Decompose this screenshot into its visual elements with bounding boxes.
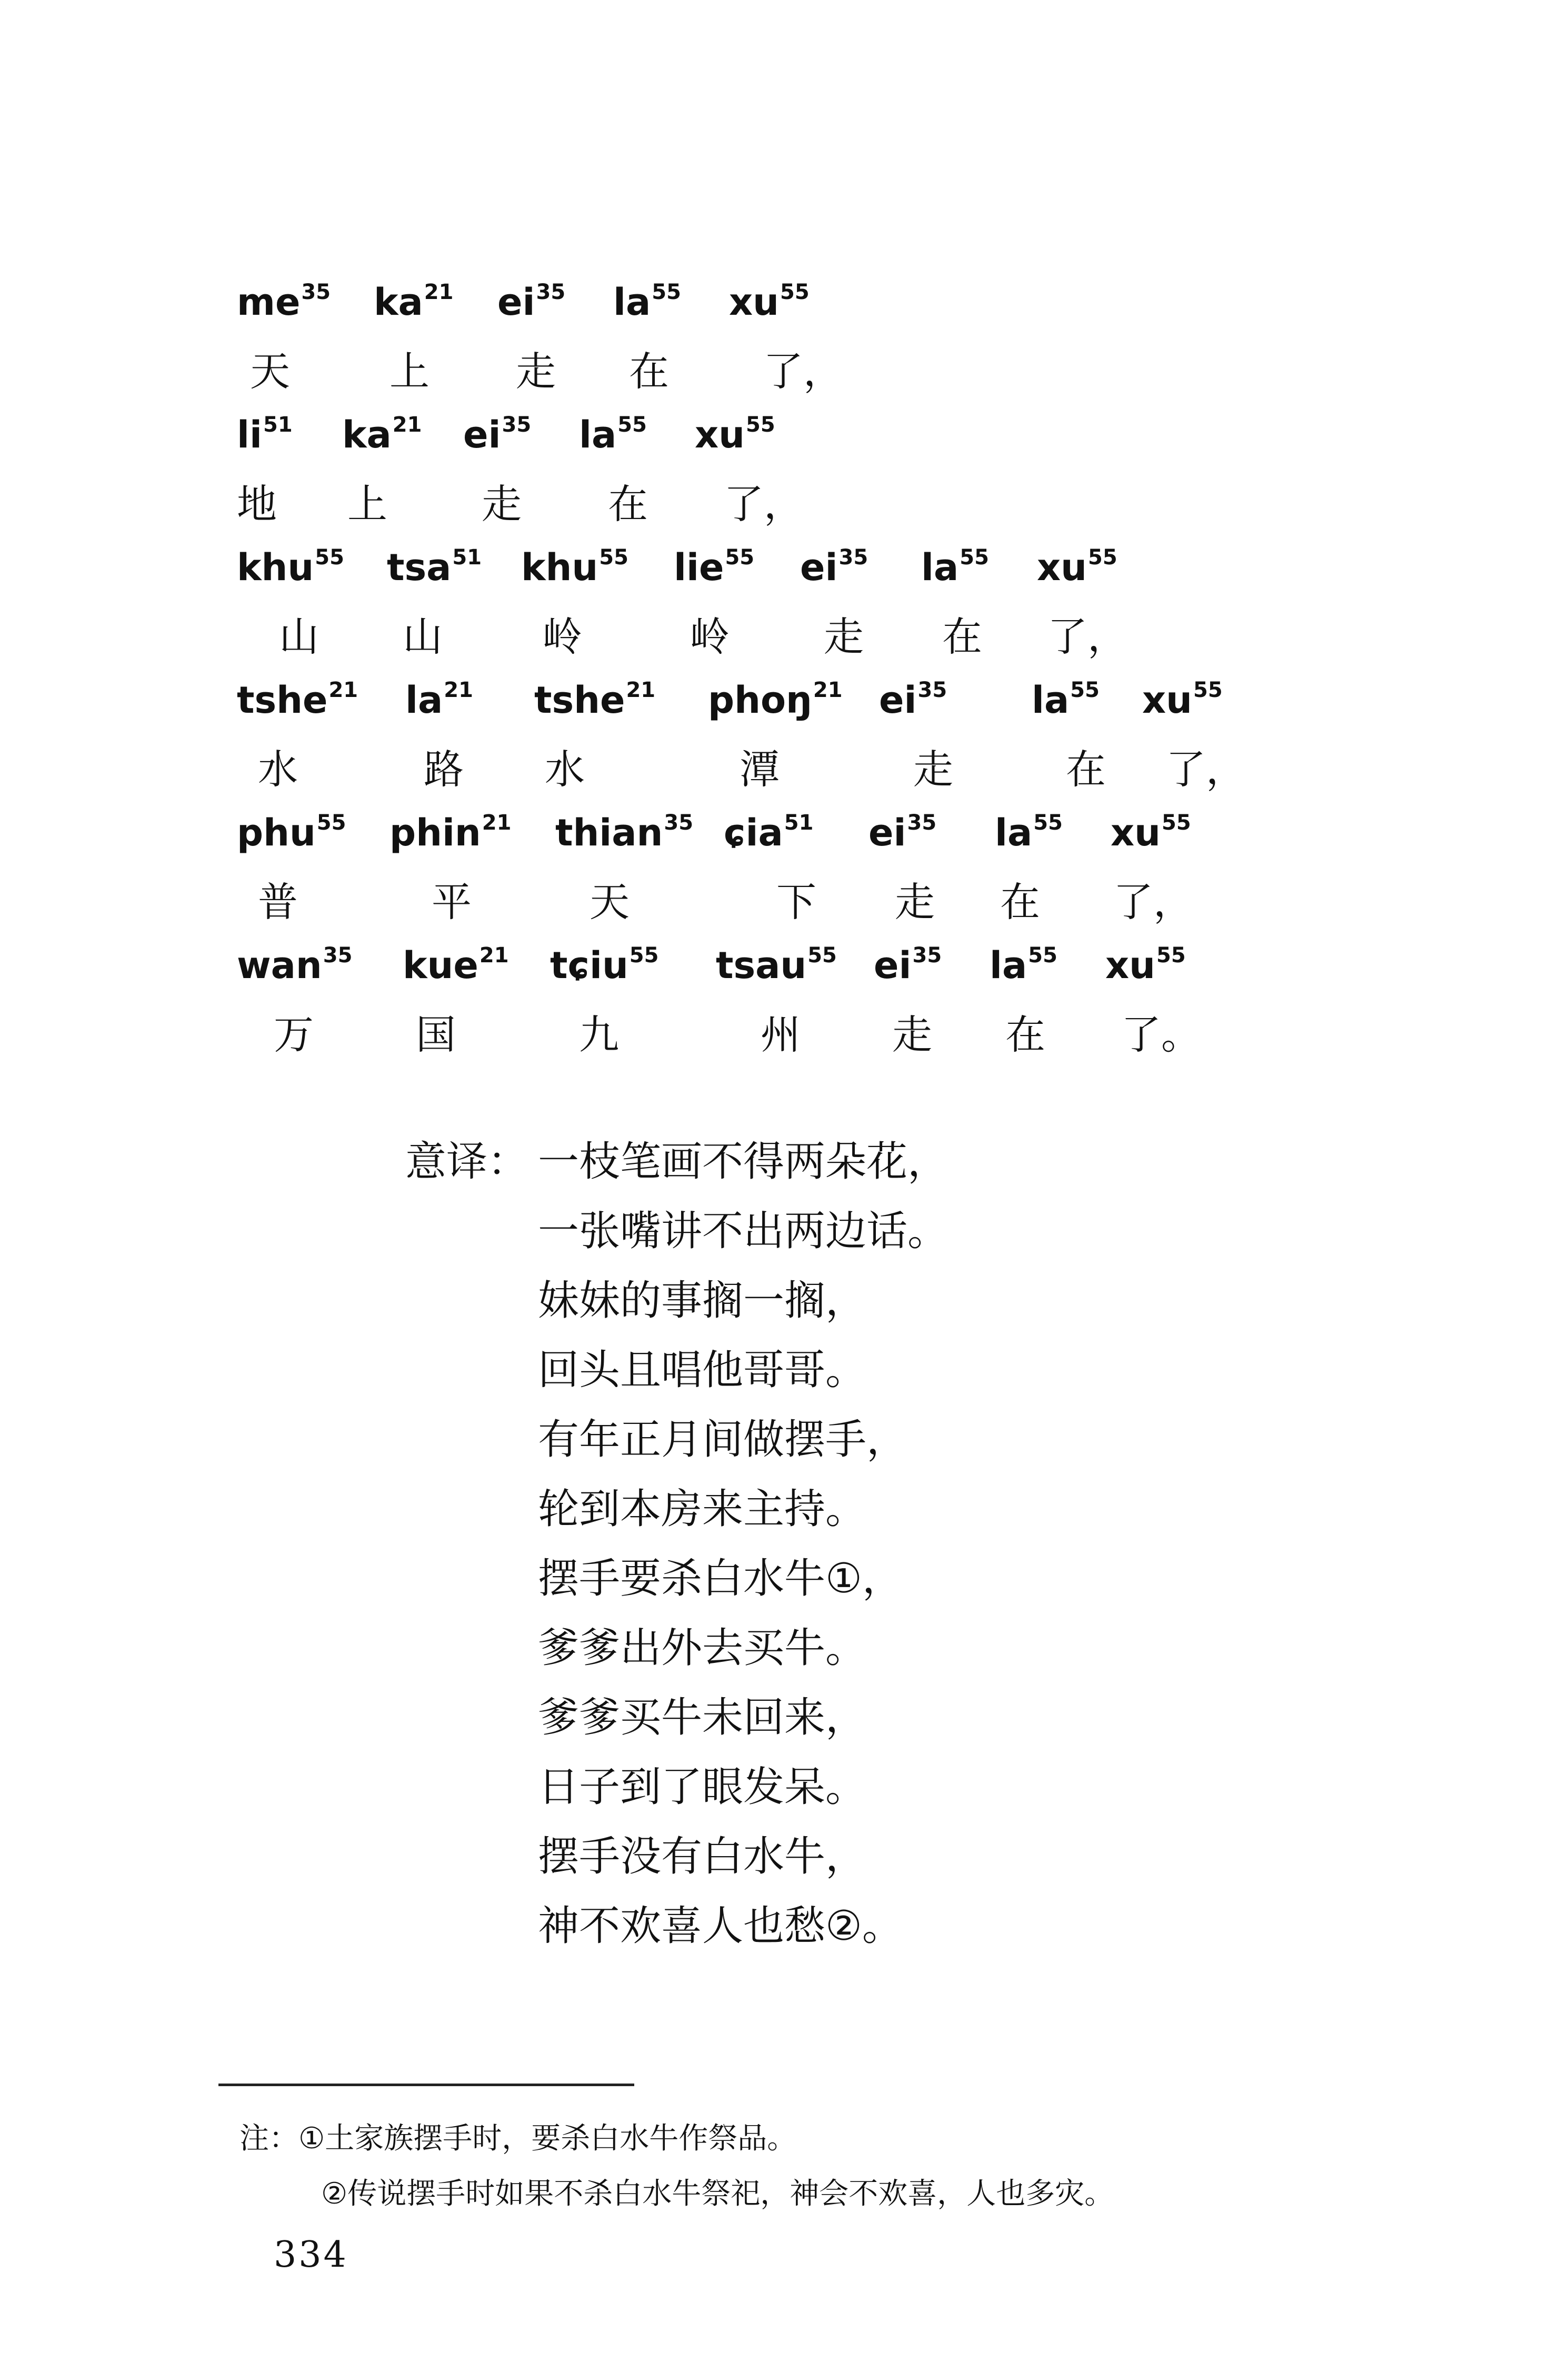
gloss-character: 在 [1000,879,1040,925]
tone-number: 55 [1070,678,1100,702]
gloss-character: 万 [274,1011,314,1058]
syllable-text: khu [521,546,598,589]
syllable-text: xu [1105,944,1155,987]
syllable-text: wan [237,944,322,987]
gloss-character: 下 [776,879,816,925]
gloss-character: 潭 [740,746,780,793]
tone-number: 55 [1033,811,1063,835]
tone-number: 55 [1088,545,1117,570]
tone-number: 35 [301,280,331,304]
gloss-character: 岭 [542,613,582,660]
tone-number: 55 [315,545,344,570]
syllable-text: ei [497,281,535,324]
syllable [724,811,814,854]
gloss-character: 上 [389,348,430,395]
syllable [1105,943,1186,987]
footnote-1: 注：①土家族摆手时，要杀白水牛作祭品。 [239,2121,797,2156]
translation-line: 神不欢喜人也愁②。 [538,1902,903,1950]
translation-line: 摆手没有白水牛， [538,1833,867,1880]
syllable [579,413,647,456]
tone-number: 55 [780,280,810,304]
translation-line: 一张嘴讲不出两边话。 [538,1208,949,1255]
syllable [497,280,566,324]
syllable [874,943,942,987]
gloss-character: 岭 [690,613,730,660]
tone-number: 55 [746,413,775,437]
tone-number: 55 [807,943,837,968]
gloss-character: 水 [258,746,298,793]
gloss-character: 了， [724,481,804,527]
syllable-text: phu [237,811,316,854]
tone-number: 55 [1193,678,1223,702]
syllable-text: la [995,811,1033,854]
tone-number: 55 [1162,811,1191,835]
romanization-line [0,945,1568,1019]
tone-number: 51 [784,811,814,835]
syllable-text: thian [555,811,663,854]
translation-lines [538,1138,949,1975]
gloss-character: 在 [1005,1011,1045,1058]
syllable-text: xu [729,281,779,324]
tone-number: 21 [328,678,358,702]
tone-number: 21 [444,678,473,702]
syllable-text: ei [800,546,838,589]
syllable [534,678,656,722]
translation-line: 回头且唱他哥哥。 [538,1347,867,1394]
gloss-character: 走 [892,1011,932,1058]
footnote-2: ②传说摆手时如果不杀白水牛祭祀，神会不欢喜，人也多灾。 [321,2177,1114,2211]
syllable [613,280,681,324]
gloss-character: 水 [545,746,585,793]
syllable-text: li [237,413,262,456]
translation-label: 意译： [405,1138,529,1185]
syllable-text: tshe [534,679,625,722]
translation-line: 摆手要杀白水牛①， [538,1555,903,1602]
syllable-text: xu [1111,811,1161,854]
romanization-line [0,547,1568,621]
syllable [800,545,868,589]
syllable [555,811,694,854]
syllable-text: la [579,413,617,456]
syllable-text: ei [879,679,917,722]
syllable [237,413,293,456]
gloss-character: 山 [279,613,319,660]
syllable-text: la [990,944,1027,987]
gloss-character: 走 [824,613,864,660]
syllable [389,811,512,854]
romanization-line [0,282,1568,355]
syllable [729,280,810,324]
syllable [868,811,937,854]
gloss-character: 九 [579,1011,619,1058]
syllable-text: tsau [716,944,807,987]
gloss-character: 天 [250,348,290,395]
tone-number: 51 [452,545,482,570]
gloss-character: 在 [942,613,982,660]
translation-line: 日子到了眼发呆。 [538,1763,867,1811]
syllable [237,678,358,722]
translation-line: 有年正月间做摆手， [538,1416,908,1463]
tone-number: 21 [813,678,843,702]
syllable [374,280,454,324]
tone-number: 55 [629,943,659,968]
gloss-character: 在 [629,348,669,395]
syllable [879,678,947,722]
gloss-line [0,1011,1568,1089]
tone-number: 35 [838,545,868,570]
syllable-text: tshe [237,679,328,722]
syllable [1037,545,1117,589]
tone-number: 21 [424,280,454,304]
syllable [995,811,1063,854]
tone-number: 21 [482,811,512,835]
syllable [550,943,659,987]
gloss-character: 了， [1166,746,1246,793]
gloss-character: 了， [1113,879,1193,925]
syllable-text: la [1032,679,1070,722]
syllable [237,811,346,854]
syllable-text: phin [389,811,481,854]
syllable [342,413,422,456]
syllable-text: ei [463,413,501,456]
gloss-character: 路 [424,746,464,793]
tone-number: 35 [536,280,566,304]
gloss-character: 州 [761,1011,801,1058]
page-number: 334 [274,2234,348,2276]
syllable-text: kue [403,944,478,987]
syllable-text: la [921,546,959,589]
gloss-character: 平 [432,879,472,925]
tone-number: 55 [617,413,647,437]
translation-line: 轮到本房来主持。 [538,1486,867,1533]
syllable [1032,678,1100,722]
syllable [405,678,473,722]
gloss-character: 普 [258,879,298,925]
gloss-character: 在 [1066,746,1106,793]
syllable [674,545,755,589]
syllable [990,943,1057,987]
syllable [387,545,482,589]
syllable-text: xu [1142,679,1192,722]
gloss-character: 走 [482,481,522,527]
syllable [463,413,532,456]
translation-line: 爹爹买牛未回来， [538,1694,867,1741]
gloss-character: 地 [237,481,277,527]
gloss-character: 上 [347,481,387,527]
syllable [1111,811,1191,854]
tone-number: 35 [917,678,947,702]
tone-number: 55 [599,545,628,570]
tone-number: 55 [652,280,681,304]
syllable [403,943,509,987]
tone-number: 35 [502,413,532,437]
syllable [716,943,837,987]
romanization-line [0,680,1568,753]
syllable [521,545,628,589]
syllable-text: phoŋ [708,679,812,722]
syllable-text: tɕiu [550,944,628,987]
gloss-character: 走 [913,746,953,793]
gloss-character: 了， [1047,613,1127,660]
gloss-character: 了， [763,348,843,395]
syllable-text: ɕia [724,811,783,854]
syllable-text: tsa [387,546,452,589]
syllable-text: xu [1037,546,1087,589]
tone-number: 35 [907,811,937,835]
tone-number: 51 [263,413,293,437]
translation-line: 一枝笔画不得两朵花， [538,1138,949,1185]
gloss-character: 了。 [1121,1011,1201,1058]
syllable [708,678,843,722]
gloss-character: 天 [590,879,630,925]
tone-number: 55 [960,545,989,570]
syllable-text: khu [237,546,314,589]
footnote-divider [218,2084,634,2086]
gloss-character: 在 [608,481,648,527]
tone-number: 35 [912,943,942,968]
syllable-text: ka [374,281,423,324]
gloss-character: 山 [403,613,443,660]
tone-number: 21 [392,413,422,437]
tone-number: 21 [479,943,509,968]
syllable-text: ka [342,413,392,456]
syllable-text: ei [874,944,912,987]
tone-number: 55 [1156,943,1186,968]
translation-line: 妹妹的事搁一搁， [538,1277,867,1324]
syllable-text: ei [868,811,906,854]
syllable [1142,678,1223,722]
tone-number: 21 [626,678,656,702]
syllable [237,943,353,987]
romanization-line [0,414,1568,488]
gloss-character: 国 [416,1011,456,1058]
syllable-text: la [405,679,443,722]
tone-number: 35 [323,943,353,968]
romanization-line [0,812,1568,886]
gloss-character: 走 [516,348,556,395]
tone-number: 55 [316,811,346,835]
tone-number: 55 [725,545,755,570]
syllable-text: lie [674,546,724,589]
syllable-text: xu [695,413,745,456]
gloss-character: 走 [895,879,935,925]
syllable-text: me [237,281,301,324]
syllable [237,280,331,324]
tone-number: 55 [1028,943,1057,968]
translation-line: 爹爹出外去买牛。 [538,1624,867,1672]
syllable [237,545,344,589]
syllable-text: la [613,281,651,324]
tone-number: 35 [664,811,694,835]
syllable [695,413,775,456]
syllable [921,545,989,589]
